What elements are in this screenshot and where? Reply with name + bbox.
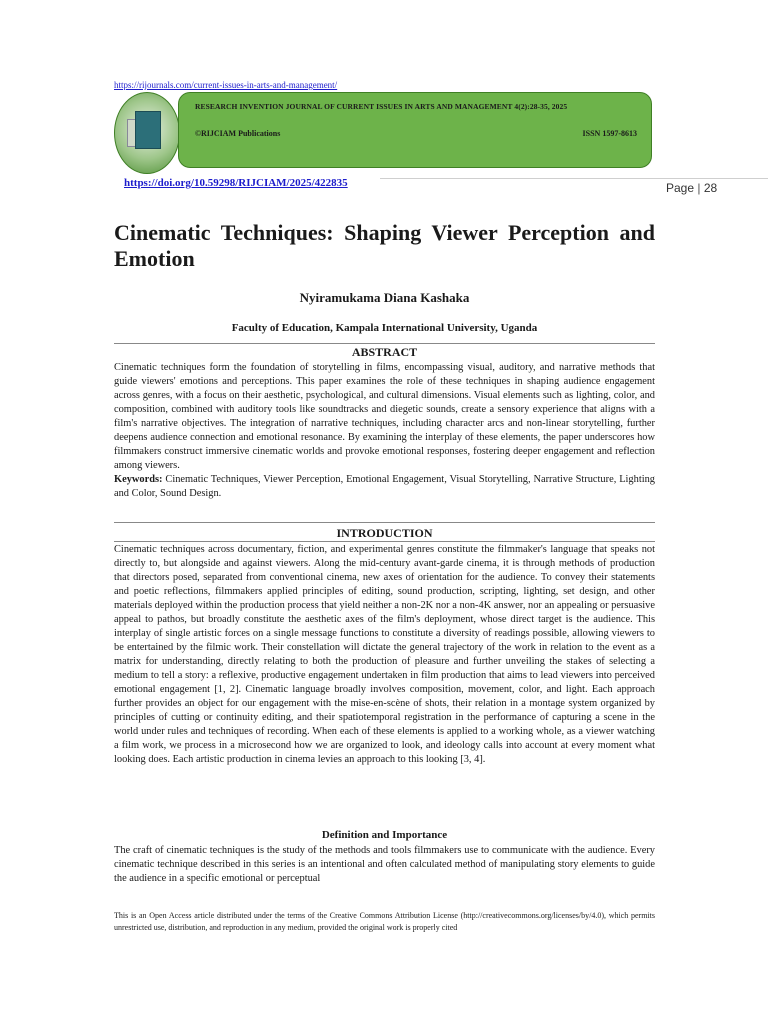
abstract-heading: ABSTRACT [351,345,418,359]
divider [114,522,655,523]
header-divider [380,178,768,179]
keywords: Cinematic Techniques, Viewer Perception, Emotional Engagement, Visual Storytelling, Narrative Structure, Lighting and Color, Sound Design. [114,474,655,499]
doi-link[interactable]: https://doi.org/10.59298/RIJCIAM/2025/422835 [124,177,348,189]
journal-url-link[interactable]: https://rijournals.com/current-issues-in-arts-and-management/ [114,80,338,90]
introduction-text: Cinematic techniques across documentary, fiction, and experimental genres constitute the filmmaker's language that speaks not directly to, but alongside and against viewers. Along the mid-century avant-garde cinema, it is through methods of production that directors posed, separated from conventional cinema, new axes of orientation for the audience. To convey their statements and poetic reflections, filmmakers applied principles of editing, sound production, scripting, lighting, set design, and other materials deployed within the production process that yield neither a non-2K nor a non-4K answer, nor an appealing or persuasive appeal to pathos, but broadly constitute the aesthetic axes of the film's deployment, whose direct target is the audience. This interplay of single artistic forces on a single message functions to constitute a diversity of readings possible, allowing viewers to be entertained by the filmic work. Their constellation will dictate the general trajectory of the work in relation to the event as a matrix for understanding, directly relating to both the production of pleasure and further unveiling the stakes of selecting a medium to tell a story: a reflexive, productive engagement undertaken in film production that aims to lead viewers into perceived emotional engagement [1, 2]. Cinematic language broadly involves composition, movement, color, and light. Each approach further provides an object for our engagement with the mise-en-scène of shots, their relation in a montage system organized by principles of cutting or continuity editing, and their spatiotemporal registration in the performance of capturing a scene in the world under rules and techniques of recording. When each of these elements is applied to a working whole, as a viewer watching a film work, we process in a microsecond how we are organized to look, and ideology calls into account at every moment what looking does. Each artistic production in cinema levies an approach to this looking [3, 4]. [114,544,655,765]
publisher: ©RIJCIAM Publications [195,129,281,138]
article-title: Cinematic Techniques: Shaping Viewer Perception and Emotion [114,220,655,271]
keywords-label: Keywords: [114,474,163,485]
abstract-text [114,361,655,501]
definition-subheading: Definition and Importance [321,829,448,841]
page-separator: | [697,181,701,195]
page-number-value: 28 [703,181,718,195]
definition-text: The craft of cinematic techniques is the study of the methods and tools filmmakers use to communicate with the audience. Every cinematic technique described in this series is an intentional and often calculated method of manipulating story elements to guide the audience in a specific emotional or perceptual [114,845,655,884]
issn: ISSN 1597-8613 [582,129,637,138]
license-footnote: This is an Open Access article distributed under the terms of the Creative Commons Attribution License (http://creativecommons.org/licenses/by/4.0), which permits unrestricted use, distribution, and reproduction in any medium, provided the original work is properly cited [114,911,655,932]
divider [114,343,655,344]
journal-banner [178,92,652,168]
journal-cover-icon [135,111,161,149]
author-affiliation: Faculty of Education, Kampala International University, Uganda [231,322,538,334]
page-label: Page [666,181,695,195]
page-number [666,181,717,195]
abstract-body: Cinematic techniques form the foundation of storytelling in films, encompassing visual, auditory, and narrative methods that guide viewers' emotions and perceptions. This paper examines the role of these techniques in shaping audience engagement across genres, with a focus on their aesthetic, psychological, and cultural dimensions. Visual elements such as lighting, color, and composition, combined with auditory tools like soundtracks and diegetic sounds, create a sensory experience that aligns with a film's narrative objectives. The integration of narrative techniques, including character arcs and non-linear storytelling, further deepens audience connection and emotional resonance. By examining the interplay of these elements, the paper underscores how filmmakers construct immersive cinematic worlds and provoke emotional responses, fostering deeper engagement and reflection among viewers. [114,362,655,471]
journal-title: RESEARCH INVENTION JOURNAL OF CURRENT ISSUES IN ARTS AND MANAGEMENT 4(2):28-35, 2025 [195,102,568,111]
introduction-heading: INTRODUCTION [336,526,433,540]
divider [114,541,655,542]
journal-cover-logo [114,92,180,174]
article-author: Nyiramukama Diana Kashaka [299,290,470,305]
